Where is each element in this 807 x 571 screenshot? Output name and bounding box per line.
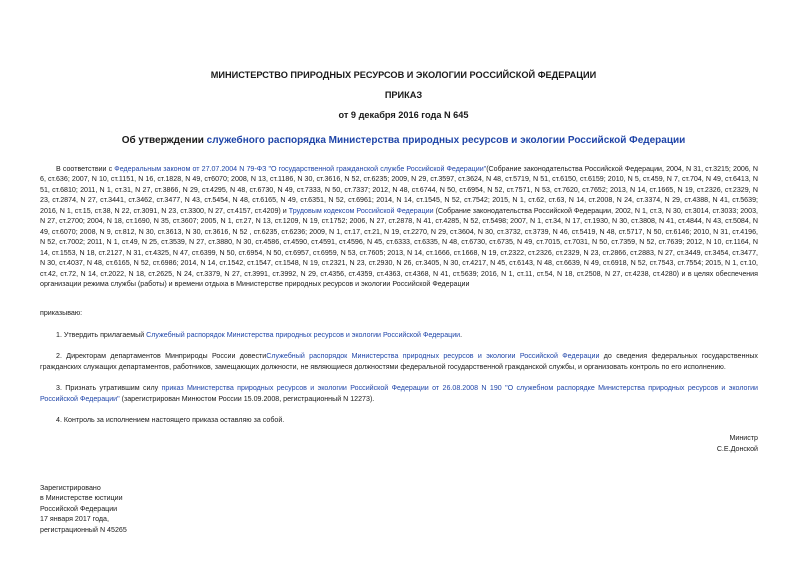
labor-code-refs: (Собрание законодательства Российской Федерации, 2002, N 1, ст.3, N 30, ст.3014, ст.3033; 2003, N 27, ст.2700; 2004, N 18, ст.1690, N 35, ст.3607; 2005, N 1, ст.27, N 13, ст.1209, N 19, ст.1752; 2006, N 27, ст.2878, N 41, ст.4285, N 52, ст.5498; 2007, N 1, ст.34, N 17, ст.1930, N 30, ст.3808, N 41, ст.4844, N 43, ст.5084, N 49, ст.6070; 2008, N 9, ст.812, N 30, ст.3613, N 30, ст.3616, N 52 , ст.6235, ст.6236; 2009, N 1, ст.17, ст.21, N 19, ст.2270, N 29, ст.3604, N 30, ст.3732, ст.3739, N 46, ст.5419, N 48, ст.5717, N 50, ст.6146; 2010, N 31, ст.4196, N 52, ст.7002; 2011, N 1, ст.49, N 25, ст.3539, N 27, ст.3880, N 30, ст.4586, ст.4590, ст.4591, ст.4596, N 45, ст.6333, ст.6335, N 48, ст.6730, ст.6735, N 49, ст.7015, ст.7031, N 50, ст.7359, N 52, ст.7639; 2012, N 10, ст.1164, N 14, ст.1553, N 18, ст.2127, N 31, ст.4325, N 47, ст.6399, N 50, ст.6954, N 50, ст.6957, ст.6959, N 53, ст.7605; 2013, N 14, ст.1666, ст.1668, N 19, ст.2322, ст.2326, ст.2329, N 23, ст.2866, ст.2883, N 27, ст.3449, ст.3454, ст.3477, N 30, ст.4037, N 48, ст.6165, N 52, ст.6986; 2014, N 14, ст.1542, ст.1547, ст.1548, N 19, ст.2321, N 23, ст.2930, N 26, ст.3405, N 30, ст.4217, N 45, ст.6143, N 48, ст.6639, N 49, ст.6918, N 52, ст.7543, ст.7554; 2015, N 1, ст.10, ст.42, ст.72, N 14, ст.2022, N 18, ст.2625, N 24, ст.3379, N 27, ст.3991, ст.3992, N 29, ст.4356, ст.4359, ст.4363, ст.4368, N 41, ст.5639; 2016, N 1, ст.11, ст.54, N 18, ст.2508, N 27, ст.4238, ст.4280) и в целях обеспечения организации режима службы (работы) и времени отдыха в Министерстве природных ресурсов и экологии Российской Федерации [40, 206, 758, 288]
item-1-link[interactable]: Служебный распорядок Министерства природных ресурсов и экологии Российской Федерации [146, 330, 461, 339]
preamble-intro: В соответствии с [56, 165, 115, 173]
item-1 [40, 330, 758, 340]
item-2-link[interactable]: Служебный распорядок Министерства природных ресурсов и экологии Российской Федерации [266, 352, 600, 361]
registration-block [40, 483, 127, 535]
document-title [40, 135, 767, 146]
item-3-end: (зарегистрирован Минюстом России 15.09.2008, регистрационный N 12273). [119, 394, 375, 403]
preamble-paragraph [40, 164, 758, 289]
item-3 [40, 383, 758, 404]
item-3-link[interactable]: приказ Министерства природных ресурсов и экологии Российской Федерации от 26.08.2008 N 190 "О служебном распорядке Министерства природных ресурсов и экологии Российской Федерации" [40, 384, 758, 403]
title-prefix: Об утверждении [121, 135, 207, 146]
title-link[interactable]: служебного распорядка Министерства природных ресурсов и экологии Российской Федерации [206, 135, 686, 146]
item-1-end: . [460, 330, 463, 339]
registration-line-3: Российской Федерации [40, 504, 118, 513]
signature-name: С.Е.Донской [716, 444, 758, 453]
ordered-word: приказываю: [40, 309, 83, 318]
signature-block [717, 433, 758, 454]
labor-code-link[interactable]: Трудовым кодексом Российской Федерации [288, 206, 434, 215]
item-2-text: 2. Директорам департаментов Минприроды России довести [56, 352, 267, 361]
document-type: ПРИКАЗ [384, 90, 423, 100]
registration-line-2: в Министерстве юстиции [40, 494, 123, 503]
item-4: 4. Контроль за исполнением настоящего приказа оставляю за собой. [56, 416, 285, 425]
item-2 [40, 351, 758, 372]
item-1-text: 1. Утвердить прилагаемый [56, 330, 147, 339]
registration-line-5: регистрационный N 45265 [40, 525, 127, 534]
item-2-end: до сведения федеральных государственных гражданских служащих департаментов, работников, замещающих должности, не являющиеся должностями федеральной государственной гражданской службы, и организовать контроль по его исполнению. [40, 352, 758, 371]
federal-law-link[interactable]: Федеральным законом от 27.07.2004 N 79-ФЗ "О государственной гражданской службе Российской Федерации" [114, 165, 487, 173]
registration-line-4: 17 января 2017 года, [40, 515, 109, 524]
federal-law-refs: (Собрание законодательства Российской Федерации, 2004, N 31, ст.3215; 2006, N 6, ст.636; 2007, N 10, ст.1151, N 16, ст.1828, N 49, ст6070; 2008, N 13, ст.1186, N 30, ст.3616, N 52, ст.6235; 2009, N 29, ст.3597, ст.3624, N 48, ст.5719, N 51, ст.6150, ст.6159; 2010, N 5, ст.459, N 7, ст.704, N 49, ст.6413, N 51, ст.6810; 2011, N 1, ст.31, N 27, ст.3866, N 29, ст.4295, N 48, ст.6730, N 49, ст.7333, N 50, ст.7337; 2012, N 48, ст.6744, N 50, ст.6954, N 52, ст.7571, N 53, ст.7620, ст.7652; 2013, N 14, ст.1665, N 19, ст.2326, ст.2329, N 23, ст.2874, N 27, ст.3441, ст.3462, ст.3477, N 43, ст.5454, N 48, ст.6165, N 49, ст.6351, N 52, ст.6961; 2014, N 14, ст.1545, N 52, ст.7542; 2015, N 1, ст.62, ст.63, N 14, ст.2008, N 24, ст.3374, N 29, ст.4388, N 41, ст.5639; 2016, N 1, ст.15, ст.38, N 22, ст.3091, N 23, ст.3300, N 27, ст.4157, ст.4209) и [40, 165, 759, 215]
registration-line-1: Зарегистрировано [40, 484, 101, 492]
signature-position: Министр [729, 434, 758, 442]
document-body [40, 164, 758, 426]
ministry-header: МИНИСТЕРСТВО ПРИРОДНЫХ РЕСУРСОВ И ЭКОЛОГИИ РОССИЙСКОЙ ФЕДЕРАЦИИ [210, 70, 597, 80]
item-3-text: 3. Признать утратившим силу [56, 384, 162, 393]
document-date-number: от 9 декабря 2016 года N 645 [338, 110, 469, 120]
